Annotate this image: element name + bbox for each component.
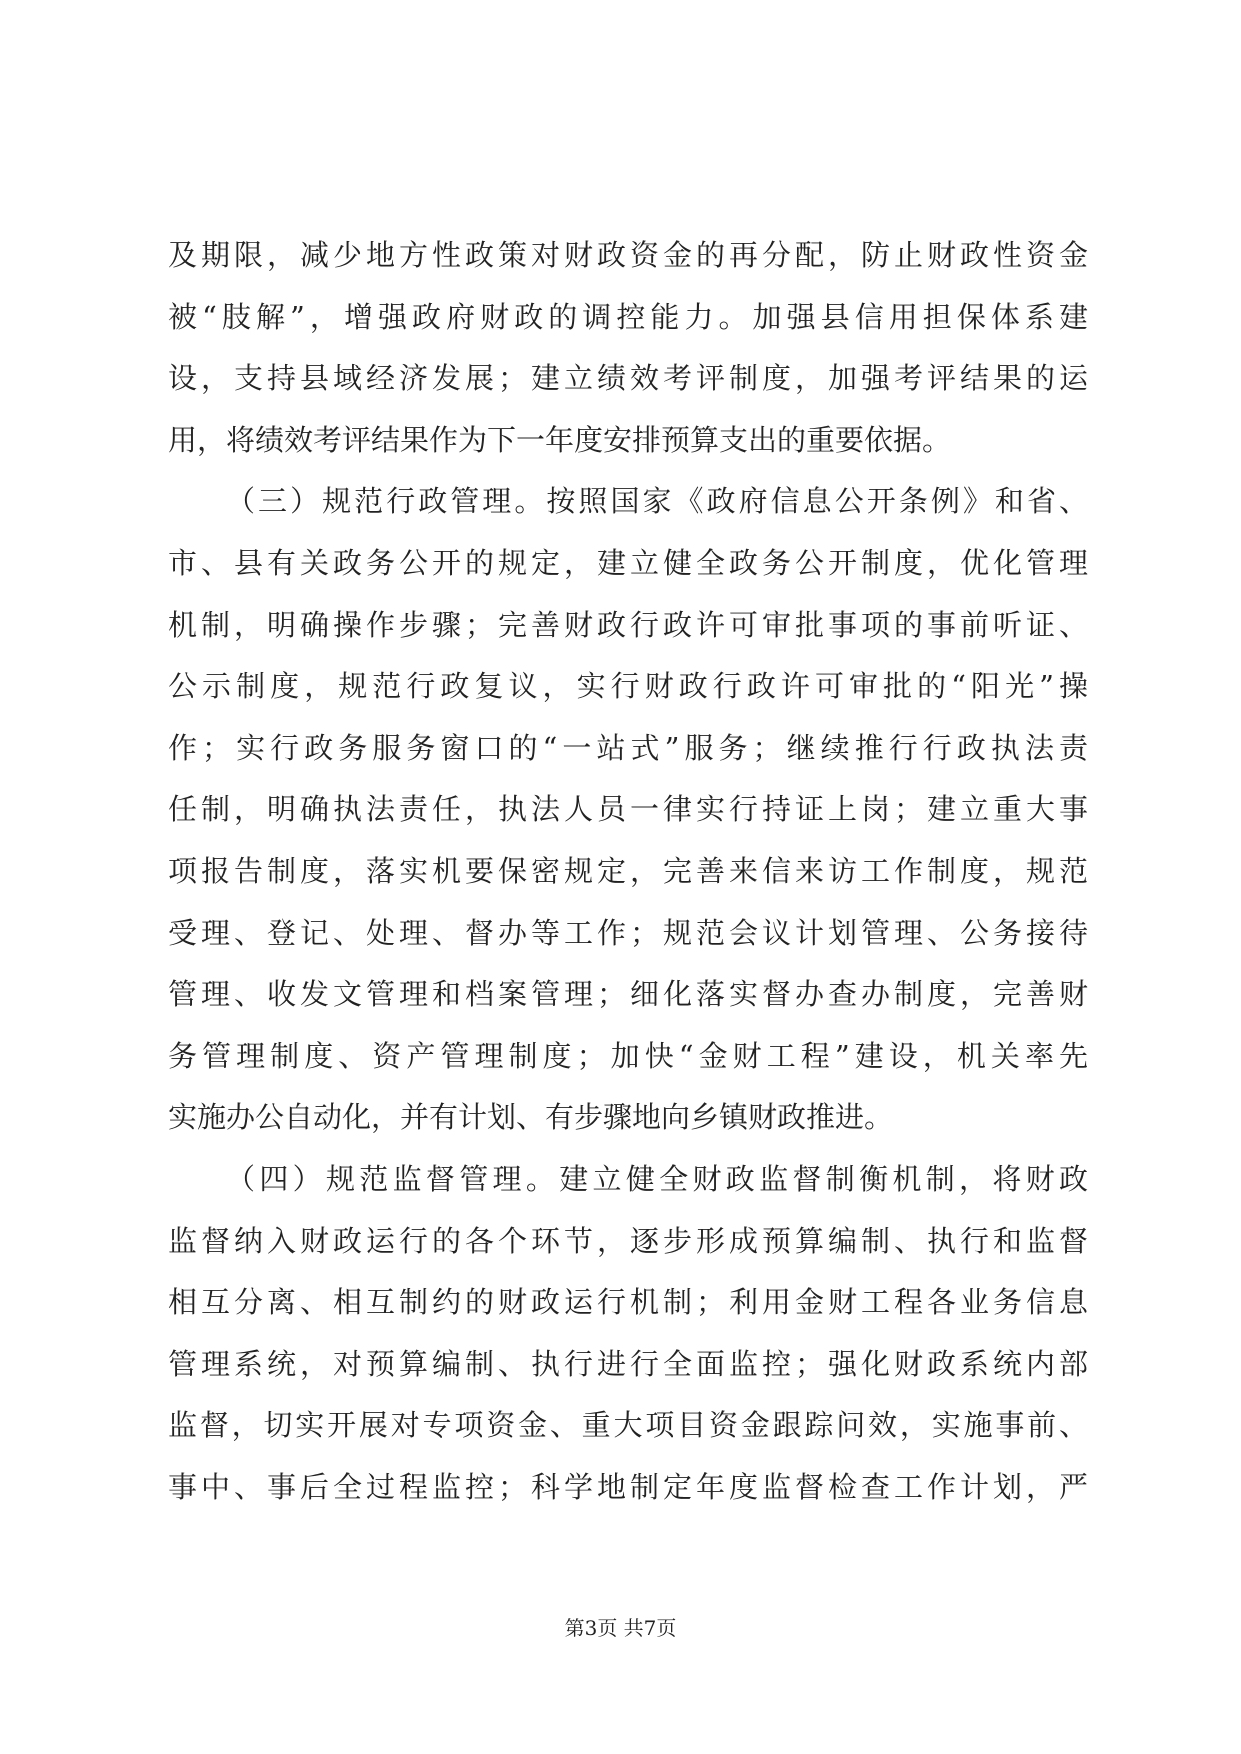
text-line: 及期限，减少地方性政策对财政资金的再分配，防止财政性资金	[168, 238, 1088, 272]
page-footer: 第3页 共7页	[564, 1616, 677, 1640]
text-line: 相互分离、相互制约的财政运行机制；利用金财工程各业务信息	[168, 1285, 1088, 1320]
text-line: 任制，明确执法责任，执法人员一律实行持证上岗；建立重大事	[168, 792, 1088, 827]
text-line: 市、县有关政务公开的规定，建立健全政务公开制度，优化管理	[168, 545, 1088, 580]
section-heading-line: （三）规范行政管理。按照国家《政府信息公开条例》和省、	[226, 484, 1088, 519]
body-text	[168, 225, 1088, 1518]
text-line: 用，将绩效考评结果作为下一年度安排预算支出的重要依据。	[168, 422, 952, 457]
text-line: 务管理制度、资产管理制度；加快“金财工程”建设，机关率先	[168, 1038, 1088, 1073]
text-line: 管理系统，对预算编制、执行进行全面监控；强化财政系统内部	[168, 1346, 1088, 1381]
text-line: 监督，切实开展对专项资金、重大项目资金跟踪问效，实施事前、	[168, 1408, 1088, 1443]
text-line: 实施办公自动化，并有计划、有步骤地向乡镇财政推进。	[168, 1100, 894, 1135]
text-line: 事中、事后全过程监控；科学地制定年度监督检查工作计划，严	[168, 1469, 1088, 1504]
text-line: 受理、登记、处理、督办等工作；规范会议计划管理、公务接待	[168, 915, 1088, 950]
text-line: 监督纳入财政运行的各个环节，逐步形成预算编制、执行和监督	[168, 1223, 1088, 1258]
text-line: 项报告制度，落实机要保密规定，完善来信来访工作制度，规范	[168, 853, 1088, 888]
text-line: 被“肢解”，增强政府财政的调控能力。加强县信用担保体系建	[168, 299, 1088, 334]
text-line: 作；实行政务服务窗口的“一站式”服务；继续推行行政执法责	[168, 730, 1088, 765]
section-heading-line: （四）规范监督管理。建立健全财政监督制衡机制，将财政	[226, 1161, 1088, 1196]
text-line: 公示制度，规范行政复议，实行财政行政许可审批的“阳光”操	[168, 669, 1088, 704]
text-line: 设，支持县域经济发展；建立绩效考评制度，加强考评结果的运	[168, 361, 1088, 396]
text-line: 管理、收发文管理和档案管理；细化落实督办查办制度，完善财	[168, 977, 1088, 1012]
text-line: 机制，明确操作步骤；完善财政行政许可审批事项的事前听证、	[168, 607, 1088, 642]
